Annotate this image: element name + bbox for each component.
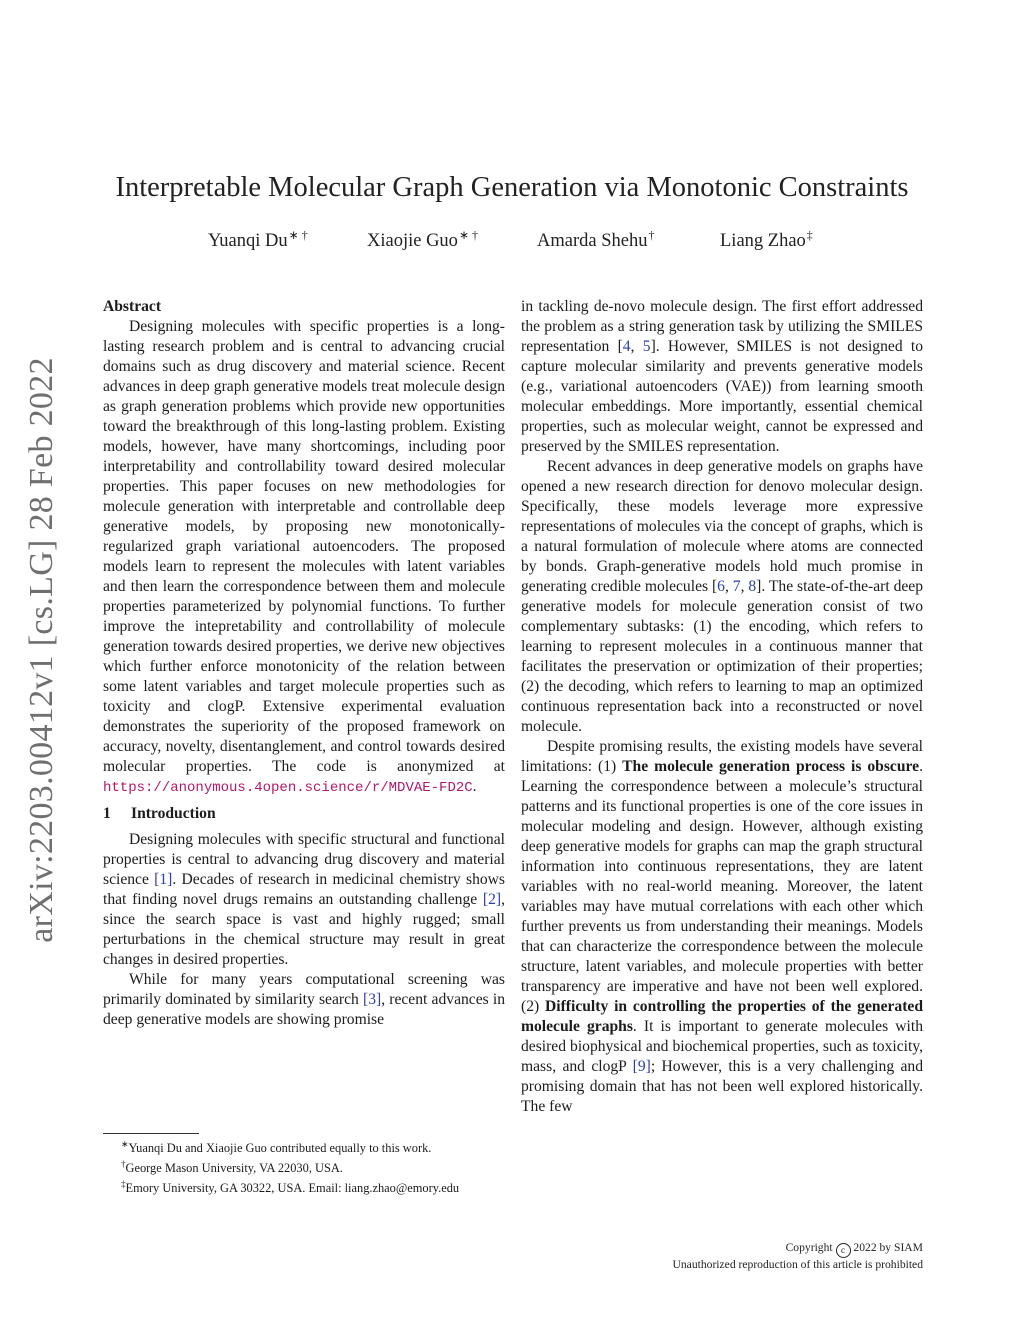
text: Recent advances in deep generative models on graphs have opened a new research direction for denovo molecular design. Specifically, these models leverage more expressive representations of molecules via the concept of graphs, which is a natural formulation of molecule where atoms are connected by bonds. Graph-generative models hold much promise in generating credible molecules [ xyxy=(521,458,923,595)
text: ; However, this is a very challenging and promising domain that has not been well explored historically. The few xyxy=(521,1058,923,1115)
text: Yuanqi Du and Xiaojie Guo contributed equally to this work. xyxy=(128,1141,432,1155)
citation-link[interactable]: [3] xyxy=(363,991,382,1008)
citation-link[interactable]: 7 xyxy=(732,578,741,595)
text: Despite promising results, the existing models have several limitations: (1) xyxy=(521,738,923,775)
author-list xyxy=(0,228,1024,258)
footnote-rule xyxy=(103,1133,199,1134)
copyright-line xyxy=(673,1241,923,1258)
footnote-1 xyxy=(103,1136,505,1156)
citation-link[interactable]: 8 xyxy=(748,578,757,595)
intro-paragraph-1 xyxy=(103,830,505,970)
citation-link[interactable]: 4 xyxy=(622,338,631,355)
author-marks: ∗ † xyxy=(458,228,478,242)
text: . Decades of research in medicinal chemistry shows that finding novel drugs remains an outstanding challenge xyxy=(103,871,505,908)
right-column xyxy=(521,297,923,1117)
author-marks: † xyxy=(648,228,655,242)
footnotes xyxy=(103,1136,505,1196)
arxiv-identifier: arXiv:2203.00412v1 [cs.LG] 28 Feb 2022 xyxy=(23,357,60,943)
left-column xyxy=(103,297,505,1030)
text: , xyxy=(630,338,643,355)
abstract-body: Designing molecules with specific properties is a long-lasting research problem and is central to advancing crucial domains such as drug discovery and material science. Recent advances in deep graph generative models treat molecule design as graph generation problems which provide new opportunities toward the breakthrough of this long-lasting problem. Existing models, however, have many shortcomings, including poor interpretability and controllability toward desired molecular properties. This paper focuses on new methodologies for molecule generation with interpretable and controllable deep generative models, by proposing new monotonically-regularized graph variational autoencoders. The proposed models learn to represent the molecules with latent variables and then learn the correspondence between them and molecule properties parameterized by polynomial functions. To further improve the intepretability and controllability of molecule generation towards desired properties, we derive new objectives which further enforce monotonicity of the relation between some latent variables and target molecule properties such as toxicity and clogP. Extensive experimental evaluation demonstrates the superiority of the proposed framework on accuracy, novelty, disentanglement, and control towards desired molecular properties. The code is anonymized at xyxy=(103,318,505,775)
text: George Mason University, VA 22030, USA. xyxy=(125,1161,343,1175)
author-1 xyxy=(208,228,308,252)
reproduction-notice: Unauthorized reproduction of this article is prohibited xyxy=(672,1258,923,1271)
text: , recent advances in deep generative models are showing promise xyxy=(103,991,506,1028)
footnote-2 xyxy=(103,1156,505,1176)
citation-link[interactable]: 6 xyxy=(717,578,725,595)
intro-paragraph-2 xyxy=(103,970,505,1030)
abstract-end: . xyxy=(472,778,477,795)
text: Copyright xyxy=(785,1241,833,1254)
footnote-mark: † xyxy=(121,1159,126,1169)
citation-link[interactable]: [9] xyxy=(632,1058,651,1075)
text: Emory University, GA 30322, USA. Email: liang.zhao@emory.edu xyxy=(125,1181,460,1195)
text: 2022 by SIAM xyxy=(853,1241,923,1254)
footnote-3 xyxy=(103,1176,505,1196)
text: in tackling de-novo molecule design. The first effort addressed the problem as a string generation task by utilizing the SMILES representation [ xyxy=(521,298,923,355)
footnote-mark: ‡ xyxy=(121,1179,126,1189)
citation-link[interactable]: [2] xyxy=(482,891,502,908)
abstract-heading: Abstract xyxy=(103,298,162,315)
arxiv-sidebar xyxy=(12,357,72,943)
text: , since the search space is vast and highly rugged; small perturbations in the chemical structure may result in great changes in desired properties. xyxy=(103,891,505,968)
copyright-symbol: c xyxy=(836,1243,851,1258)
section-heading-introduction xyxy=(103,804,505,824)
right-paragraph-1 xyxy=(521,297,923,457)
copyright-notice xyxy=(673,1241,923,1272)
author-3 xyxy=(537,228,654,252)
author-marks: ‡ xyxy=(806,228,813,242)
text: ]. However, SMILES is not designed to capture molecular similarity and prevents generative models (e.g., variational autoencoders (VAE)) from learning smooth molecular embeddings. More importantly, essential chemical properties, such as molecular weight, cannot be expressed and preserved by the SMILES representation. xyxy=(521,338,924,455)
text: , xyxy=(740,578,749,595)
section-number: 1 xyxy=(103,805,111,822)
text: , xyxy=(724,578,733,595)
text: . It is important to generate molecules with desired biophysical and biochemical properties, such as toxicity, mass, and clogP xyxy=(521,1018,923,1075)
author-name: Yuanqi Du xyxy=(208,231,288,251)
author-2 xyxy=(367,228,478,252)
right-paragraph-2 xyxy=(521,457,923,737)
text: ]. The state-of-the-art deep generative models for molecule generation consist of two complementary subtasks: (1) the encoding, which refers to learning to represent molecules in a continuous manner that facilitates the preservation or optimization of their properties; (2) the decoding, which refers to learning to map an optimized continuous representation back into a reconstructed or novel molecule. xyxy=(521,578,924,735)
bold-text: Difficulty in controlling the properties of the generated molecule graphs xyxy=(521,998,923,1035)
right-paragraph-3 xyxy=(521,737,923,1117)
paper-title: Interpretable Molecular Graph Generation via Monotonic Constraints xyxy=(115,172,909,203)
author-name: Liang Zhao xyxy=(720,231,806,251)
code-link[interactable]: https://anonymous.4open.science/r/MDVAE-FD2C xyxy=(103,780,473,796)
author-marks: ∗ † xyxy=(288,228,308,242)
author-name: Xiaojie Guo xyxy=(367,231,458,251)
bold-text: The molecule generation process is obscure xyxy=(622,758,920,775)
text: Designing molecules with specific structural and functional properties is central to advancing drug discovery and material science xyxy=(103,831,505,888)
text: . Learning the correspondence between a molecule’s structural patterns and its functional properties is one of the core issues in molecular modeling and design. However, although existing deep generative models for graphs can map the graph structural information into continuous representations, they are latent variables with no real-world meaning. Moreover, the latent variables may have mutual correlations with each other which further prevents us from understanding their meanings. Models that can characterize the correspondence between the molecule structure, latent variables, and molecule properties with better transparency are imperative and have not been well explored. (2) xyxy=(521,758,923,1015)
author-name: Amarda Shehu xyxy=(537,231,648,251)
author-4 xyxy=(720,228,813,252)
text: While for many years computational screening was primarily dominated by similarity search xyxy=(103,971,505,1008)
abstract-text xyxy=(103,317,505,798)
citation-link[interactable]: [1] xyxy=(154,871,173,888)
footnote-mark: ∗ xyxy=(121,1139,129,1149)
section-title: Introduction xyxy=(131,805,216,822)
citation-link[interactable]: 5 xyxy=(642,338,651,355)
